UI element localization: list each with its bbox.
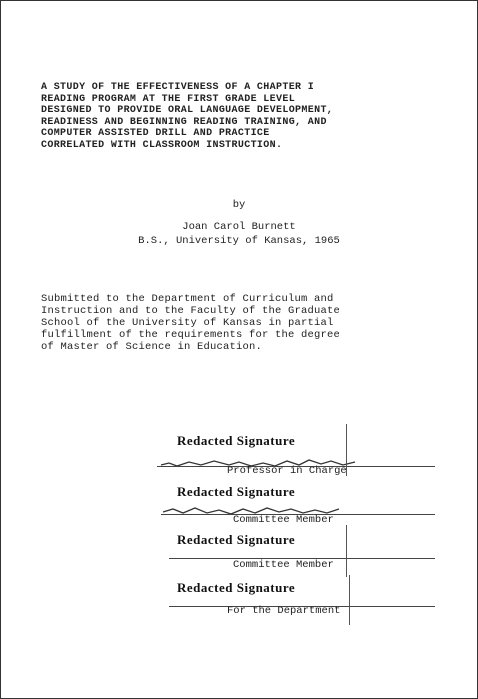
title-line: READINESS AND BEGINNING READING TRAINING, AND: [41, 116, 327, 128]
title-line: CORRELATED WITH CLASSROOM INSTRUCTION.: [41, 139, 283, 151]
submission-line: Instruction and to the Faculty of the Graduate: [41, 305, 341, 317]
signature-frame-4: [349, 575, 350, 625]
by-line: by: [232, 199, 246, 211]
role-professor-in-charge: Professor in Charge: [227, 465, 347, 477]
title-line: COMPUTER ASSISTED DRILL AND PRACTICE: [41, 128, 270, 139]
title-line: DESIGNED TO PROVIDE ORAL LANGUAGE DEVELOPMENT,: [41, 105, 334, 116]
submission-statement: [41, 293, 461, 353]
submission-line: of Master of Science in Education.: [41, 341, 263, 353]
role-for-the-department: For the Department: [227, 605, 341, 617]
redacted-signature-3: Redacted Signature: [177, 532, 296, 547]
redacted-signature-4: Redacted Signature: [177, 580, 296, 595]
signature-frame-3: [346, 525, 347, 577]
role-committee-member-1: Committee Member: [233, 514, 334, 526]
author-degree: B.S., University of Kansas, 1965: [138, 235, 340, 247]
redacted-signature-2: Redacted Signature: [177, 484, 296, 499]
submission-line: School of the University of Kansas in partial: [41, 317, 334, 329]
title-line: READING PROGRAM AT THE FIRST GRADE LEVEL: [41, 93, 296, 105]
submission-line: Submitted to the Department of Curriculum and: [41, 293, 334, 305]
submission-line: fulfillment of the requirements for the degree: [41, 329, 341, 341]
redacted-signature-1: Redacted Signature: [177, 433, 296, 448]
author-name: Joan Carol Burnett: [182, 221, 296, 233]
role-committee-member-2: Committee Member: [233, 559, 334, 571]
title-line: A STUDY OF THE EFFECTIVENESS OF A CHAPTER I: [41, 82, 315, 93]
thesis-title: [41, 82, 441, 151]
